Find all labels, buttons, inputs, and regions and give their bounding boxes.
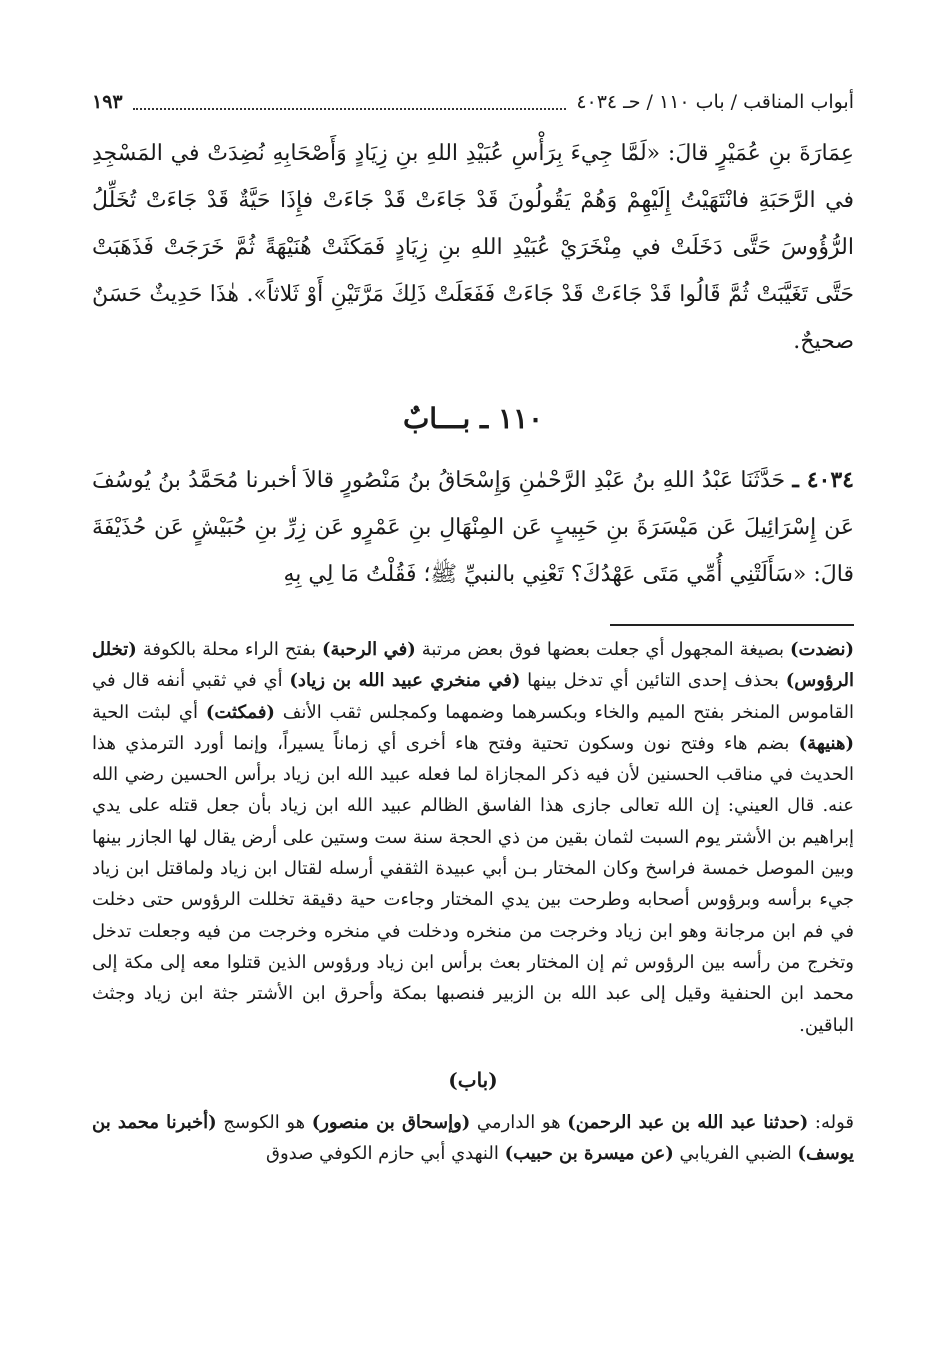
hadith-text-continued: عِمَارَةَ بنِ عُمَيْرٍ قالَ: «لَمَّا جِيءَ بِرَأْسِ عُبَيْدِ اللهِ بنِ زِيَادٍ وَأَصْحَابِهِ نُضِدَتْ في المَسْجِدِ في الرَّحَبَةِ فانْتَهَيْتُ إِلَيْهِمْ وَهُمْ يَقُولُونَ قَدْ جَاءَتْ قَدْ جَاءَتْ فإِذَا حَيَّةٌ قَدْ جَاءَتْ تُخَلِّلُ الرُّؤُوسَ حَتَّى دَخَلَتْ في مِنْخَرَيْ عُبَيْدِ اللهِ بنِ زِيَادٍ فَمَكَثَتْ هُنَيْهَةً ثُمَّ خَرَجَتْ فَذَهَبَتْ حَتَّى تَغَيَّبَتْ ثُمَّ قَالُوا قَدْ جَاءَتْ قَدْ جَاءَتْ فَفَعَلَتْ ذَلِكَ مَرَّتَيْنِ أَوْ ثَلاثاً». هٰذَا حَدِيثٌ حَسَنٌ صحيحٌ. — [92, 141, 854, 354]
running-head — [92, 86, 854, 118]
hadith-4034-text: حَدَّثَنَا عَبْدُ اللهِ بنُ عَبْدِ الرَّحْمٰنِ وَإِسْحَاقُ بنُ مَنْصُورٍ قالاَ أخبرنا مُحَمَّدُ بنُ يُوسُفَ عَن إِسْرَائِيلَ عَن مَيْسَرَةَ بنِ حَبِيبٍ عَن المِنْهَالِ بنِ عَمْرٍو عَن زِرِّ بنِ حُبَيْشٍ عَن حُذَيْفَةَ قالَ: «سَأَلَتْنِي أُمِّي مَتَى عَهْدُكَ؟ تَعْنِي بالنبيِّ ﷺ؛ فَقُلْتُ مَا لِي بِهِ — [92, 468, 854, 587]
commentary-term: (حدثنا عبد الله بن عبد الرحمن) — [567, 1111, 809, 1133]
commentary-text: أي لبثت الحية — [92, 701, 206, 723]
commentary-term: (أخبرنا محمد بن يوسف) — [92, 1111, 854, 1165]
commentary-term: (عن ميسرة بن حبيب) — [504, 1143, 674, 1165]
commentary-term: (هنيهة) — [798, 732, 854, 754]
commentary-text: هو الكوسج — [216, 1111, 312, 1133]
commentary-text: بضم هاء وفتح نون وسكون تحتية وفتح هاء أخرى أي زماناً يسيراً، وإنما أورد الترمذي هذا الحديث في مناقب الحسنين لأن فيه ذكر المجازاة لما فعله عبيد الله ابن زياد برأس الحسين رضي الله عنه. قال العيني: إن الله تعالى جازى هذا الفاسق الظالم عبيد الله ابن زياد بأن جعل قتله على يدي إبراهيم بن الأشتر يوم السبت لثمان بقين من ذي الحجة سنة ست وستين على أرض يقال لها الجازر بينها وبين الموصل خمسة فراسخ وكان المختار بـن أبي عبيدة الثقفي أرسله لقتال ابن زياد ولماقتل ابن زياد جيء برأسه وبرؤوس أصحابه وطرحت بين يدي المختار وجاءت حية دقيقة تخللت الرؤوس حتى دخلت في فم ابن مرجانة وهو ابن زياد وخرجت من منخره ودخلت في منخره وخرجت من فيه وجعلت تدخل وتخرج من رأسه بين الرؤوس ثم إن المختار بعث برأس ابن زياد ورؤوس الذين قتلوا معه إلى مكة إلى محمد ابن الحنفية وقيل إلى عبد الله بن الزبير فنصبها بمكة وأحرق ابن الأشتر جثة ابن زياد وجثث الباقين. — [92, 732, 854, 1036]
commentary-text: النهدي أبي حازم الكوفي صدوق — [266, 1143, 505, 1165]
commentary-term: (تخلل الرؤوس) — [92, 639, 854, 692]
commentary-text: هو الدارمي — [470, 1111, 568, 1133]
commentary-term: (وإسحاق بن منصور) — [311, 1111, 471, 1133]
commentary-text: قوله: — [808, 1111, 854, 1133]
commentary-term: (في منخري عبيد الله بن زياد) — [289, 670, 521, 692]
dotted-leader — [133, 94, 567, 110]
commentary-term: (فمكثت) — [205, 701, 275, 723]
commentary-text: أي في ثقبي أنفه قال في القاموس المنخر بفتح الميم والخاء وبكسرهما وضمهما وكمجلس ثقب الأنف — [92, 670, 854, 723]
running-head-title: أبواب المناقب / باب ١١٠ / حـ ٤٠٣٤ — [576, 91, 854, 113]
page-number: ١٩٣ — [92, 91, 123, 113]
document-page — [92, 86, 854, 1169]
commentary-paragraph-2 — [92, 1107, 854, 1170]
commentary-term: (في الرحبة) — [321, 639, 416, 660]
commentary-text: بصيغة المجهول أي جعلت بعضها فوق بعض مرتبة — [415, 639, 790, 660]
commentary-sub-heading: (باب) — [448, 1067, 498, 1092]
hadith-4034 — [92, 457, 854, 598]
section-heading: ١١٠ ـ بـــابٌ — [402, 402, 544, 435]
footnote-divider — [610, 624, 854, 626]
commentary-text: بحذف إحدى التائين أي تدخل بينها — [520, 670, 786, 692]
commentary-paragraph-1 — [92, 634, 854, 1041]
commentary-text: الضبي الفريابي — [673, 1143, 798, 1165]
hadith-number: ٤٠٣٤ ـ — [792, 467, 854, 493]
commentary-term: (نضدت) — [789, 639, 854, 660]
commentary-text: بفتح الراء محلة بالكوفة — [136, 639, 322, 660]
